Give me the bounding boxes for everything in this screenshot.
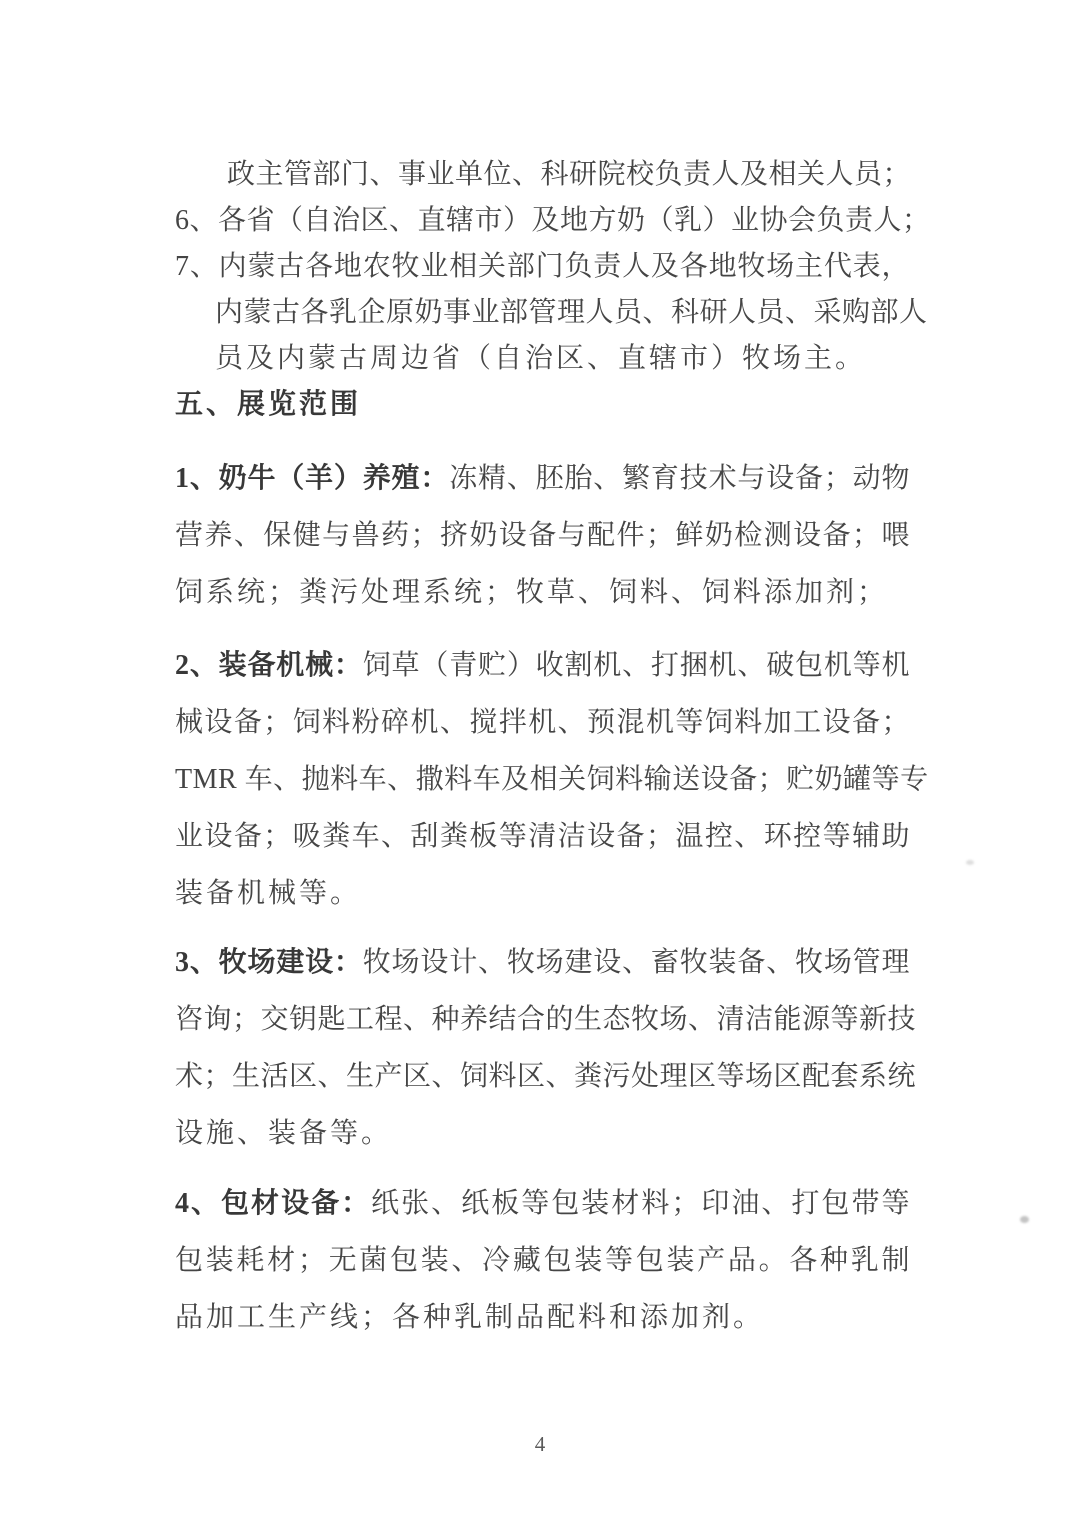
text-line [175, 751, 929, 808]
text-line [175, 808, 910, 865]
category-lead-label: 2、装备机械： [175, 650, 363, 681]
line-text: 纸张、纸板等包装材料；印油、打包带等 [371, 1188, 910, 1219]
line-text: 冻精、胚胎、繁育技术与设备；动物 [449, 463, 910, 494]
line-text: 术；生活区、生产区、饲料区、粪污处理区等场区配套系统 [175, 1061, 917, 1092]
scan-speck [1020, 1216, 1029, 1223]
line-text: 6、各省（自治区、直辖市）及地方奶（乳）业协会负责人； [175, 205, 931, 236]
section-heading-exhibition-scope: 五、展览范围 [175, 389, 362, 420]
item-7-continuation-line [175, 290, 928, 336]
line-text: 包装耗材；无菌包装、冷藏包装等包装产品。各种乳制 [175, 1245, 910, 1276]
text-line [175, 1232, 910, 1289]
line-text: 装备机械等。 [175, 878, 362, 909]
line-text: 牧场设计、牧场建设、畜牧装备、牧场管理 [362, 947, 910, 978]
scan-speck [966, 860, 974, 865]
line-text: TMR 车、抛料车、撒料车及相关饲料输送设备；贮奶罐等专 [175, 764, 929, 795]
exhibit-category-ranch-construction [175, 934, 917, 1162]
text-line [175, 1048, 917, 1105]
text-line [175, 1105, 910, 1162]
attendees-list-continuation [175, 152, 931, 382]
text-line [175, 865, 910, 922]
page-number: 4 [534, 1432, 546, 1456]
text-line [175, 1289, 910, 1346]
line-text: 咨询；交钥匙工程、种养结合的生态牧场、清洁能源等新技 [175, 1004, 917, 1035]
line-text: 械设备；饲料粉碎机、搅拌机、预混机等饲料加工设备； [175, 707, 910, 738]
text-line [175, 934, 910, 991]
text-line [175, 1175, 910, 1232]
item-7-continuation-line [175, 336, 910, 382]
category-lead-label: 4、包材设备： [175, 1188, 372, 1219]
list-item-7 [175, 244, 910, 290]
text-line [175, 507, 910, 564]
line-text: 业设备；吸粪车、刮粪板等清洁设备；温控、环控等辅助 [175, 821, 910, 852]
line-text: 7、内蒙古各地农牧业相关部门负责人及各地牧场主代表， [175, 251, 910, 282]
line-text: 饲系统；粪污处理系统；牧草、饲料、饲料添加剂； [175, 577, 889, 608]
line-text: 品加工生产线；各种乳制品配料和添加剂。 [175, 1302, 765, 1333]
text-line [175, 564, 910, 621]
line-text: 设施、装备等。 [175, 1118, 393, 1149]
text-line [175, 450, 910, 507]
document-body [175, 152, 931, 1346]
item-5-continuation-line [175, 152, 910, 198]
text-line [175, 991, 917, 1048]
category-lead-label: 1、奶牛（羊）养殖： [175, 463, 450, 494]
text-line [175, 637, 910, 694]
line-text: 营养、保健与兽药；挤奶设备与配件；鲜奶检测设备；喂 [175, 520, 910, 551]
list-item-6 [175, 198, 931, 244]
exhibit-category-packaging-equipment [175, 1175, 910, 1346]
line-text: 饲草（青贮）收割机、打捆机、破包机等机 [362, 650, 910, 681]
line-text: 内蒙古各乳企原奶事业部管理人员、科研人员、采购部人 [215, 297, 928, 328]
line-text: 政主管部门、事业单位、科研院校负责人及相关人员； [227, 159, 912, 190]
exhibit-category-dairy-farming [175, 450, 910, 621]
category-lead-label: 3、牧场建设： [175, 947, 363, 978]
text-line [175, 694, 910, 751]
line-text: 员及内蒙古周边省（自治区、直辖市）牧场主。 [215, 343, 867, 374]
exhibit-category-equipment-machinery [175, 637, 929, 922]
